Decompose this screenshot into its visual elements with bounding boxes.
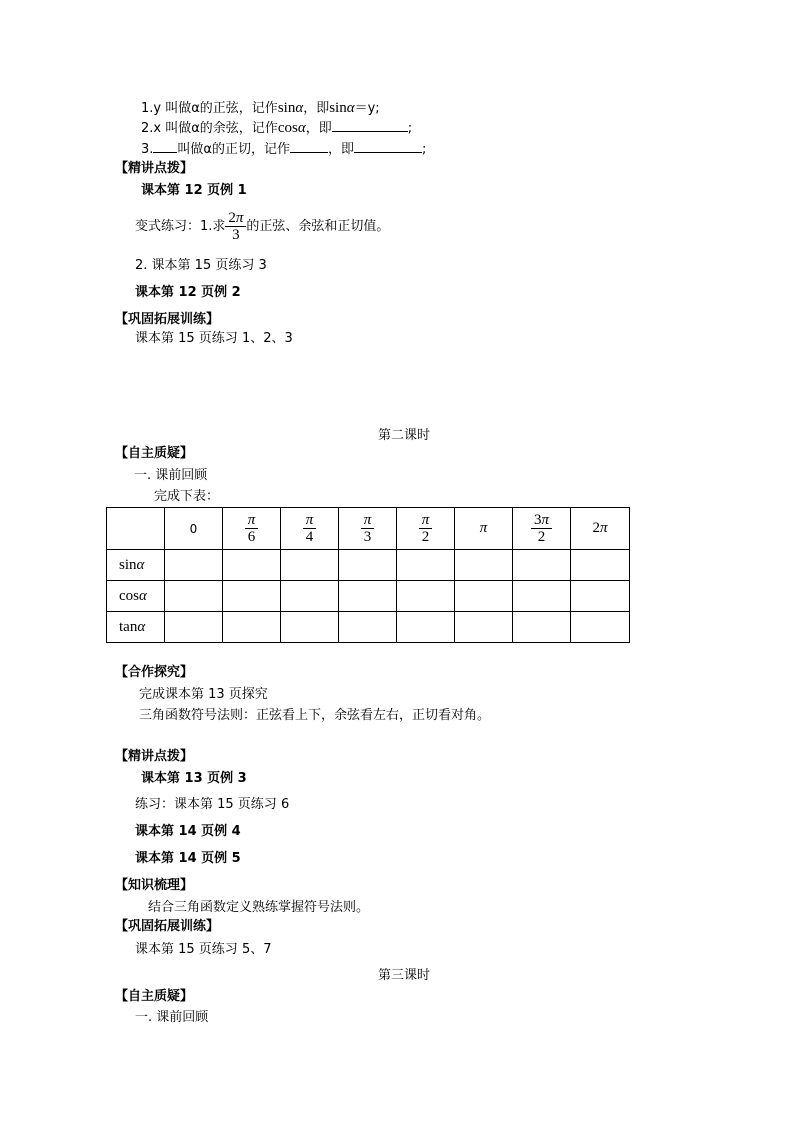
function-name: sin: [119, 556, 137, 573]
section-heading-zhishi: 【知识梳理】: [115, 878, 194, 893]
alpha-symbol: α: [139, 587, 147, 604]
hezuo-line: 三角函数符号法则：正弦看上下，余弦看左右，正切看对角。: [139, 708, 491, 723]
review-line: 一. 课前回顾: [135, 1010, 209, 1025]
hezuo-line: 完成课本第 13 页探究: [139, 687, 268, 702]
section-heading-gonggu: 【巩固拓展训练】: [115, 919, 220, 934]
alpha-symbol: α: [297, 120, 306, 136]
review-line: 一. 课前回顾: [134, 468, 208, 483]
table-cell[interactable]: [513, 581, 571, 612]
example-line: 课本第 14 页例 5: [135, 851, 241, 866]
pi-symbol: π: [479, 520, 488, 536]
fraction-denominator: 2: [421, 529, 430, 545]
zhishi-line: 结合三角函数定义熟练掌握符号法则。: [148, 900, 370, 915]
exercise-line: 2. 课本第 15 页练习 3: [135, 258, 267, 273]
pi-symbol: π: [235, 210, 244, 226]
alpha-symbol: α: [137, 618, 146, 635]
table-corner-cell: [107, 508, 165, 550]
table-cell[interactable]: [455, 581, 513, 612]
definition-cosine: [141, 118, 412, 138]
table-header-cell: [223, 508, 281, 550]
function-name: tan: [119, 618, 138, 635]
def-sine-suffix: ＝y;: [354, 101, 380, 116]
fraction-numerator: 3: [533, 512, 542, 528]
def-tangent-number: 3.: [141, 142, 154, 157]
pi-symbol: π: [247, 512, 256, 528]
fraction-denominator: 3: [232, 227, 240, 243]
pi-symbol: π: [363, 512, 372, 528]
table-cell[interactable]: [455, 550, 513, 581]
section-heading-zizhu: 【自主质疑】: [115, 446, 194, 461]
example-line: 课本第 13 页例 3: [141, 771, 247, 786]
table-cell[interactable]: [513, 612, 571, 643]
section-heading-zizhu: 【自主质疑】: [115, 989, 194, 1004]
alpha-symbol: α: [295, 100, 304, 116]
def-tangent-end: ;: [422, 142, 427, 157]
alpha-symbol: α: [136, 556, 145, 573]
table-cell[interactable]: [165, 550, 223, 581]
answer-blank[interactable]: [290, 139, 328, 153]
def-tangent-text: 叫做α的正切，记作: [177, 142, 290, 157]
table-cell[interactable]: [223, 581, 281, 612]
example-line: 课本第 12 页例 2: [135, 285, 241, 300]
def-tangent-mid: ，即: [327, 142, 354, 157]
table-cell[interactable]: [223, 550, 281, 581]
table-row: [107, 612, 630, 643]
table-cell[interactable]: [571, 581, 630, 612]
table-header-cell: [397, 508, 455, 550]
table-cell[interactable]: [513, 550, 571, 581]
exercise-line: 课本第 15 页练习 5、7: [135, 942, 272, 957]
table-cell[interactable]: [281, 581, 339, 612]
table-header-cell: 0: [165, 508, 223, 550]
def-sine-mid: ，即: [303, 101, 330, 116]
section-heading-jingjiang: 【精讲点拨】: [115, 749, 194, 764]
fraction-denominator: 6: [247, 529, 256, 545]
fraction-denominator: 2: [537, 529, 546, 545]
fraction-numerator: 2: [228, 210, 236, 226]
table-cell[interactable]: [281, 612, 339, 643]
row-label-cell: [107, 612, 165, 643]
pi-symbol: π: [541, 512, 549, 528]
table-cell[interactable]: [571, 550, 630, 581]
table-cell[interactable]: [397, 550, 455, 581]
section-heading-gonggu: 【巩固拓展训练】: [115, 312, 220, 327]
fraction-denominator: 4: [305, 529, 314, 545]
definition-tangent: [141, 139, 426, 159]
table-header-cell: [571, 508, 630, 550]
table-header-cell: [513, 508, 571, 550]
table-cell[interactable]: [339, 581, 397, 612]
def-cosine-text: 2.x 叫做α的余弦，记作: [141, 121, 278, 136]
trig-values-table: [106, 507, 630, 643]
table-header-cell: [281, 508, 339, 550]
exercise-line: 课本第 15 页练习 1、2、3: [135, 331, 293, 346]
def-cosine-mid: ，即: [305, 121, 332, 136]
table-cell[interactable]: [455, 612, 513, 643]
definition-sine: [141, 99, 380, 118]
section-heading-hezuo: 【合作探究】: [115, 665, 194, 680]
instruction-line: 完成下表：: [154, 489, 220, 504]
answer-blank[interactable]: [332, 118, 408, 132]
row-label-cell: [107, 550, 165, 581]
answer-blank[interactable]: [354, 139, 422, 153]
table-row: [107, 581, 630, 612]
table-cell[interactable]: [397, 612, 455, 643]
table-cell[interactable]: [339, 612, 397, 643]
pi-symbol: π: [599, 520, 608, 536]
variant-after: 的正弦、余弦和正切值。: [246, 219, 390, 234]
sin-symbol: sin: [277, 100, 296, 116]
alpha-symbol: α: [346, 100, 355, 116]
sin-symbol: sin: [329, 100, 347, 116]
table-cell[interactable]: [339, 550, 397, 581]
def-sine-text: 1.y 叫做α的正弦，记作: [141, 101, 278, 116]
lesson-title: 第三课时: [378, 968, 431, 983]
example-line: 课本第 12 页例 1: [141, 183, 247, 198]
table-cell[interactable]: [281, 550, 339, 581]
example-line: 课本第 14 页例 4: [135, 824, 241, 839]
table-header-cell: [455, 508, 513, 550]
variant-exercise: [135, 209, 389, 245]
pi-symbol: π: [305, 512, 314, 528]
table-header-cell: [339, 508, 397, 550]
pi-symbol: π: [421, 512, 430, 528]
table-cell[interactable]: [165, 612, 223, 643]
table-cell[interactable]: [223, 612, 281, 643]
table-cell[interactable]: [571, 612, 630, 643]
answer-blank[interactable]: [153, 139, 177, 153]
section-heading-jingjiang: 【精讲点拨】: [115, 161, 194, 176]
practice-line: 练习：课本第 15 页练习 6: [135, 797, 290, 812]
table-cell[interactable]: [165, 581, 223, 612]
table-header-row: [107, 508, 630, 550]
def-cosine-end: ;: [407, 121, 413, 136]
table-row: [107, 550, 630, 581]
fraction-denominator: 3: [363, 529, 372, 545]
variant-text: 变式练习：1.求: [135, 219, 226, 234]
lesson-title: 第二课时: [378, 428, 431, 443]
row-label-cell: [107, 581, 165, 612]
cos-symbol: cos: [277, 120, 298, 136]
coefficient: 2: [592, 520, 600, 536]
table-cell[interactable]: [397, 581, 455, 612]
function-name: cos: [119, 587, 139, 604]
fraction-2pi-over-3: [225, 210, 246, 243]
